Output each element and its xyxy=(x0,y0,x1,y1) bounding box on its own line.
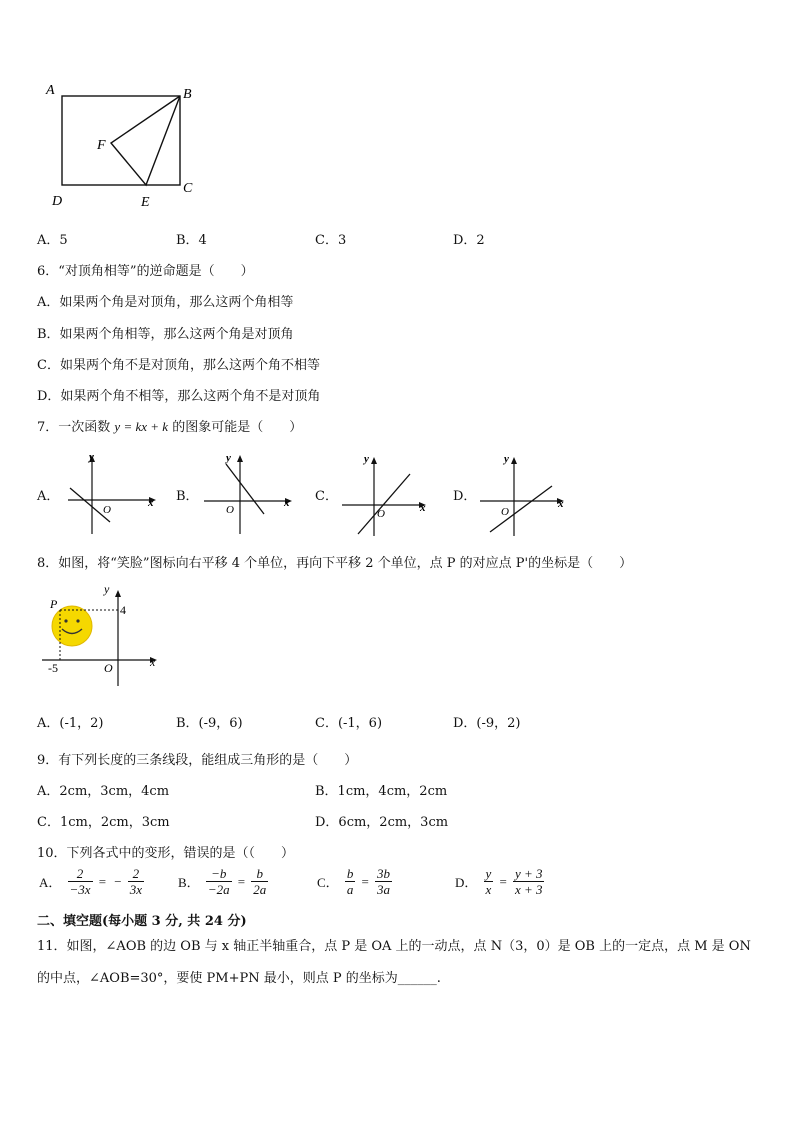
q9-option-b[interactable]: B．1cm，4cm，2cm xyxy=(315,784,448,799)
q6-stem: 6．“对顶角相等”的逆命题是（ ） xyxy=(37,264,254,279)
q9-option-c[interactable]: C．1cm，2cm，3cm xyxy=(37,815,170,830)
q7-option-b-letter[interactable]: B． xyxy=(176,489,199,504)
q7d-y-label: y xyxy=(504,453,509,465)
q7-stem-suffix: 的图象可能是（ ） xyxy=(172,420,303,435)
q9-stem: 9．有下列长度的三条线段，能组成三角形的是（ ） xyxy=(37,753,358,768)
q7-stem xyxy=(37,416,302,435)
q7-option-a-letter[interactable]: A． xyxy=(37,489,60,504)
q10-a-letter: A． xyxy=(39,875,62,890)
q8-label-x: x xyxy=(150,655,156,669)
q7d-x-label: x xyxy=(558,498,564,510)
q10-stem: 10．下列各式中的变形，错误的是（（ ） xyxy=(37,846,295,861)
q7-stem-prefix: 7．一次函数 xyxy=(37,420,111,435)
q10-option-c[interactable]: C． $\frac{b}{a}$ = $\frac{3b}{3a}$ xyxy=(317,866,390,897)
label-c: C xyxy=(183,181,193,196)
q8-option-a[interactable]: A．(-1，2) xyxy=(37,716,104,731)
q7-graph-b[interactable] xyxy=(200,450,300,538)
q7-graph-c[interactable] xyxy=(338,450,438,538)
q8-option-d[interactable]: D．(-9，2) xyxy=(453,716,521,731)
q8-stem: 8．如图，将“笑脸”图标向右平移 4 个单位，再向下平移 2 个单位，点 P 的对应点 P'的坐标是（ ） xyxy=(37,556,633,571)
q7a-x-label: x xyxy=(148,497,154,509)
q6-option-d[interactable]: D．如果两个角不相等，那么这两个角不是对顶角 xyxy=(37,389,321,404)
q6-option-a[interactable]: A．如果两个角是对顶角，那么这两个角相等 xyxy=(37,295,294,310)
q7-formula: y = kx + k xyxy=(114,419,169,434)
q8-smiley-figure xyxy=(40,580,170,690)
q8-label-y: y xyxy=(104,582,110,596)
q9-option-d[interactable]: D．6cm，2cm，3cm xyxy=(315,815,449,830)
q10-b-letter: B． xyxy=(178,875,200,890)
q10-b-frac1: $\frac{-b}{-2a}$ xyxy=(207,866,230,897)
q10-a-frac2: $\frac{2}{3x}$ xyxy=(129,866,142,897)
label-e: E xyxy=(141,195,150,210)
label-b: B xyxy=(183,87,192,102)
q8-label-minus5: -5 xyxy=(48,661,58,675)
q7b-y-label: y xyxy=(226,452,231,464)
q7-graph-d[interactable] xyxy=(476,450,576,538)
q10-d-frac2: $\frac{y + 3}{x + 3}$ xyxy=(514,866,543,897)
q7a-y-label: y xyxy=(89,451,94,463)
triangle-bfe xyxy=(111,96,180,185)
q8-label-4: 4 xyxy=(120,603,126,617)
q8-option-c[interactable]: C．(-1，6) xyxy=(315,716,383,731)
q10-b-frac2: $\frac{b}{2a}$ xyxy=(253,866,267,897)
q5-option-d[interactable]: D．2 xyxy=(453,233,485,248)
q8-option-b[interactable]: B．(-9，6) xyxy=(176,716,243,731)
label-f: F xyxy=(97,138,106,153)
q7-option-c-letter[interactable]: C． xyxy=(315,489,338,504)
q11-line1: 11．如图，∠AOB 的边 OB 与 x 轴正半轴重合，点 P 是 OA 上的一动点，点 N（3，0）是 OB 上的一定点，点 M 是 ON xyxy=(37,939,751,954)
q6-option-b[interactable]: B．如果两个角相等，那么这两个角是对顶角 xyxy=(37,327,294,342)
q7-graph-a[interactable] xyxy=(62,450,162,538)
q10-c-frac1: $\frac{b}{a}$ xyxy=(346,866,354,897)
label-d: D xyxy=(52,194,63,209)
q8-label-p: P xyxy=(50,597,58,611)
q7d-o-label: O xyxy=(501,506,509,518)
q10-option-b[interactable]: B． $\frac{-b}{-2a}$ = $\frac{b}{2a}$ xyxy=(178,866,267,897)
q10-c-frac2: $\frac{3b}{3a}$ xyxy=(376,866,390,897)
q11-line2: 的中点，∠AOB=30°，要使 PM+PN 最小，则点 P 的坐标为______. xyxy=(37,971,441,986)
q10-d-frac1: $\frac{y}{x}$ xyxy=(485,866,492,897)
smiley-face-icon xyxy=(52,606,92,646)
q5-option-a[interactable]: A．5 xyxy=(37,233,68,248)
q10-d-letter: D． xyxy=(455,875,478,890)
q9-option-a[interactable]: A．2cm，3cm，4cm xyxy=(37,784,170,799)
q8-label-o: O xyxy=(104,661,113,675)
q7b-x-label: x xyxy=(284,497,290,509)
q10-option-d[interactable]: D． $\frac{y}{x}$ = $\frac{y + 3}{x + 3}$ xyxy=(455,866,543,897)
q10-a-frac1: $\frac{2}{-3x}$ xyxy=(69,866,91,897)
q7c-o-label: O xyxy=(377,508,385,520)
label-a: A xyxy=(46,83,55,98)
q7c-x-label: x xyxy=(420,502,426,514)
q7a-o-label: O xyxy=(103,504,111,516)
q5-option-b[interactable]: B．4 xyxy=(176,233,207,248)
rectangle-figure xyxy=(40,78,210,213)
q7-option-d-letter[interactable]: D． xyxy=(453,489,477,504)
q5-option-c[interactable]: C．3 xyxy=(315,233,347,248)
q6-option-c[interactable]: C．如果两个角不是对顶角，那么这两个角不相等 xyxy=(37,358,320,373)
q7c-y-label: y xyxy=(364,453,369,465)
q10-c-letter: C． xyxy=(317,875,339,890)
q7b-o-label: O xyxy=(226,504,234,516)
section-title: 二、填空题(每小题 3 分, 共 24 分) xyxy=(37,914,247,929)
q10-option-a[interactable]: A． $\frac{2}{-3x}$ = − $\frac{2}{3x}$ xyxy=(39,866,142,897)
